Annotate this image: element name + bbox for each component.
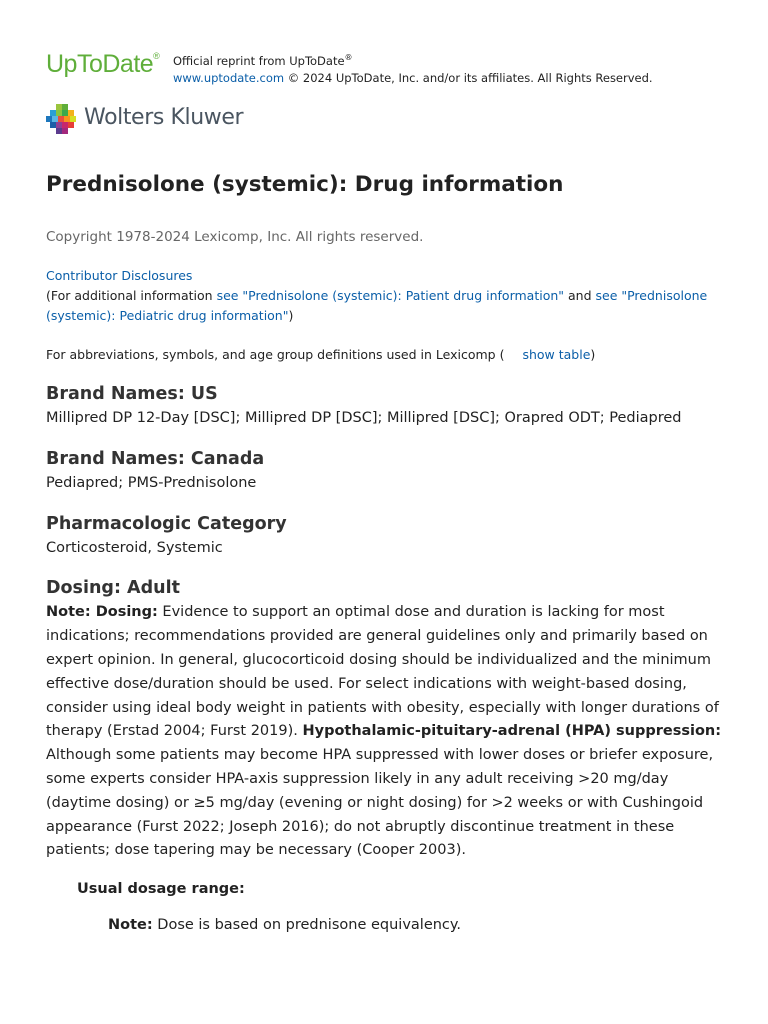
pharmacologic-category-heading: Pharmacologic Category	[46, 513, 287, 534]
uptodate-logo-mark: ®	[153, 50, 160, 61]
wolters-kluwer-globe-icon	[46, 104, 78, 134]
uptodate-copyright: © 2024 UpToDate, Inc. and/or its affiliates. All Rights Reserved.	[287, 70, 653, 85]
addl-and: and	[564, 288, 596, 303]
reprint-text: Official reprint from UpToDate	[173, 53, 345, 68]
abbrev-text: For abbreviations, symbols, and age group definitions used in Lexicomp (	[46, 347, 505, 362]
dosing-note-text: Evidence to support an optimal dose and duration is lacking for most indications; recommendations provided are general guidelines only and primarily based on expert opinion. In general, glucocorticoid dosing should be individualized and the minimum effective dose/duration should be used. For select indications with weight-based dosing, consider using ideal body weight in patients with obesity, especially with longer durations of therapy (Erstad 2004; Furst 2019).	[46, 604, 719, 740]
wolters-kluwer-logo	[46, 104, 266, 134]
uptodate-logo[interactable]	[46, 50, 159, 79]
additional-info-line	[46, 286, 722, 326]
pediatric-drug-info-link[interactable]: see "Prednisolone (systemic): Pediatric drug information"	[46, 288, 708, 323]
contributor-disclosures-row	[46, 266, 722, 286]
wolters-kluwer-wordmark: Wolters Kluwer	[84, 105, 244, 130]
brand-names-canada-text: Pediapred; PMS-Prednisolone	[46, 474, 257, 491]
dose-equivalency-note	[108, 913, 722, 937]
abbrev-suffix: )	[590, 347, 596, 362]
hpa-suppression-text: Although some patients may become HPA suppressed with lower doses or briefer exposure, some experts consider HPA-axis suppression likely in any adult receiving >20 mg/day (daytime dosing) or ≥5 mg/day (evening or night dosing) for >2 weeks or with Cushingoid appearance (Furst 2022; Joseph 2016); do not abruptly discontinue treatment in these patients; dose tapering may be necessary (Cooper 2003).	[46, 747, 714, 859]
pharmacologic-category-text: Corticosteroid, Systemic	[46, 539, 223, 556]
uptodate-logo-text: UpToDate	[46, 50, 154, 78]
page-title: Prednisolone (systemic): Drug information	[46, 172, 564, 197]
contributor-disclosures-link[interactable]: Contributor Disclosures	[46, 268, 193, 283]
usual-dosage-range-label: Usual dosage range:	[77, 881, 245, 898]
dosing-note-paragraph	[46, 601, 722, 863]
reprint-mark: ®	[344, 53, 353, 62]
addl-suffix: )	[288, 308, 294, 323]
dose-note-text: Dose is based on prednisone equivalency.	[152, 917, 462, 934]
show-table-link[interactable]: show table	[522, 347, 591, 362]
dosing-adult-heading: Dosing: Adult	[46, 578, 180, 599]
lexicomp-copyright: Copyright 1978-2024 Lexicomp, Inc. All rights reserved.	[46, 229, 424, 245]
drug-monograph	[46, 170, 722, 937]
brand-names-us-heading: Brand Names: US	[46, 384, 218, 404]
brand-names-us-text: Millipred DP 12-Day [DSC]; Millipred DP [DSC]; Millipred [DSC]; Orapred ODT; Pediapred	[46, 410, 682, 426]
reprint-header	[46, 46, 736, 86]
hpa-suppression-label: Hypothalamic-pituitary-adrenal (HPA) suppression:	[302, 723, 722, 740]
addl-prefix: (For additional information	[46, 288, 217, 303]
patient-drug-info-link[interactable]: see "Prednisolone (systemic): Patient drug information"	[216, 288, 565, 303]
dose-note-label: Note:	[108, 917, 153, 934]
reprint-notice	[173, 49, 653, 87]
abbreviations-line	[46, 345, 722, 365]
dosing-note-label: Note: Dosing:	[46, 604, 158, 621]
brand-names-canada-heading: Brand Names: Canada	[46, 448, 265, 469]
uptodate-site-link[interactable]: www.uptodate.com	[173, 70, 285, 85]
